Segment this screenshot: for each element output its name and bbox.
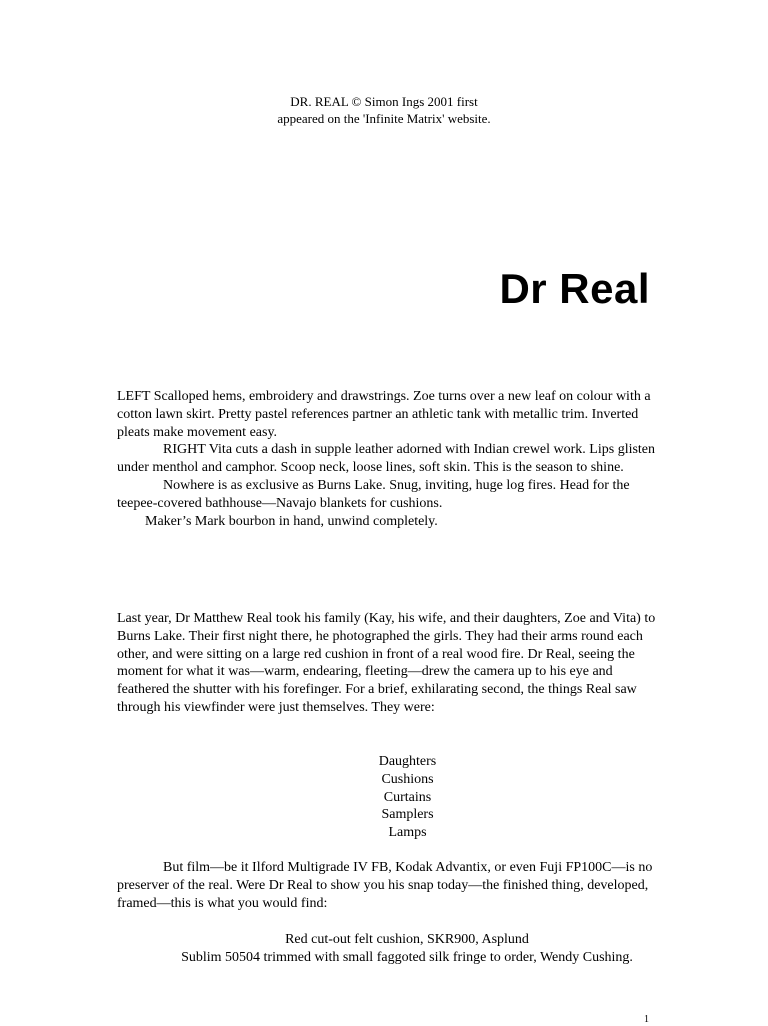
caption-right: RIGHT Vita cuts a dash in supple leather adorned with Indian crewel work. Lips glisten under menthol and camphor. Scoop neck, loose lines, soft skin. This is the season to shine.: [117, 442, 656, 476]
copyright-notice: [0, 93, 768, 127]
list-item: Daughters: [378, 754, 437, 769]
list-item: Curtains: [383, 789, 432, 805]
story-title: Dr Real: [499, 265, 650, 312]
paragraph-film: But film—be it Ilford Multigrade IV FB, Kodak Advantix, or even Fuji FP100C—is no preserver of the real. Were Dr Real to show you his snap today—the finished thing, developed, framed—this is what you would find:: [117, 860, 653, 911]
narrative-paragraph: [117, 610, 657, 717]
copyright-line-2: appeared on the 'Infinite Matrix' website.: [277, 111, 491, 126]
film-paragraph: [117, 859, 657, 912]
fashion-captions: [117, 388, 657, 530]
page-number: 1: [644, 1014, 649, 1025]
things-list: [0, 753, 768, 842]
caption-left: LEFT Scalloped hems, embroidery and drawstrings. Zoe turns over a new leaf on colour with a cotton lawn skirt. Pretty pastel references partner an athletic tank with metallic trim. Inverted pleats make movement easy.: [117, 389, 651, 440]
product-line-1: Red cut-out felt cushion, SKR900, Asplund: [285, 932, 529, 947]
list-item: Lamps: [388, 825, 427, 841]
product-line-2: Sublim 50504 trimmed with small faggoted silk fringe to order, Wendy Cushing.: [181, 949, 633, 965]
product-description: [117, 931, 697, 967]
caption-burns-lake: Nowhere is as exclusive as Burns Lake. Snug, inviting, huge log fires. Head for the teepee-covered bathhouse—Navajo blankets for cushions.: [117, 477, 630, 511]
caption-bourbon: Maker’s Mark bourbon in hand, unwind completely.: [145, 513, 438, 529]
paragraph-last-year: Last year, Dr Matthew Real took his family (Kay, his wife, and their daughters, Zoe and Vita) to Burns Lake. Their first night there, he photographed the girls. They had their arms round each other, and were sitting on a large red cushion in front of a real wood fire. Dr Real, seeing the moment for what it was—warm, endearing, fleeting—drew the camera up to his eye and feathered the shutter with his forefinger. For a brief, exhilarating second, the things Real saw through his viewfinder were just themselves. They were:: [117, 611, 656, 715]
copyright-line-1: DR. REAL © Simon Ings 2001 first: [290, 94, 478, 109]
list-item: Samplers: [381, 807, 434, 823]
list-item: Cushions: [381, 771, 434, 787]
